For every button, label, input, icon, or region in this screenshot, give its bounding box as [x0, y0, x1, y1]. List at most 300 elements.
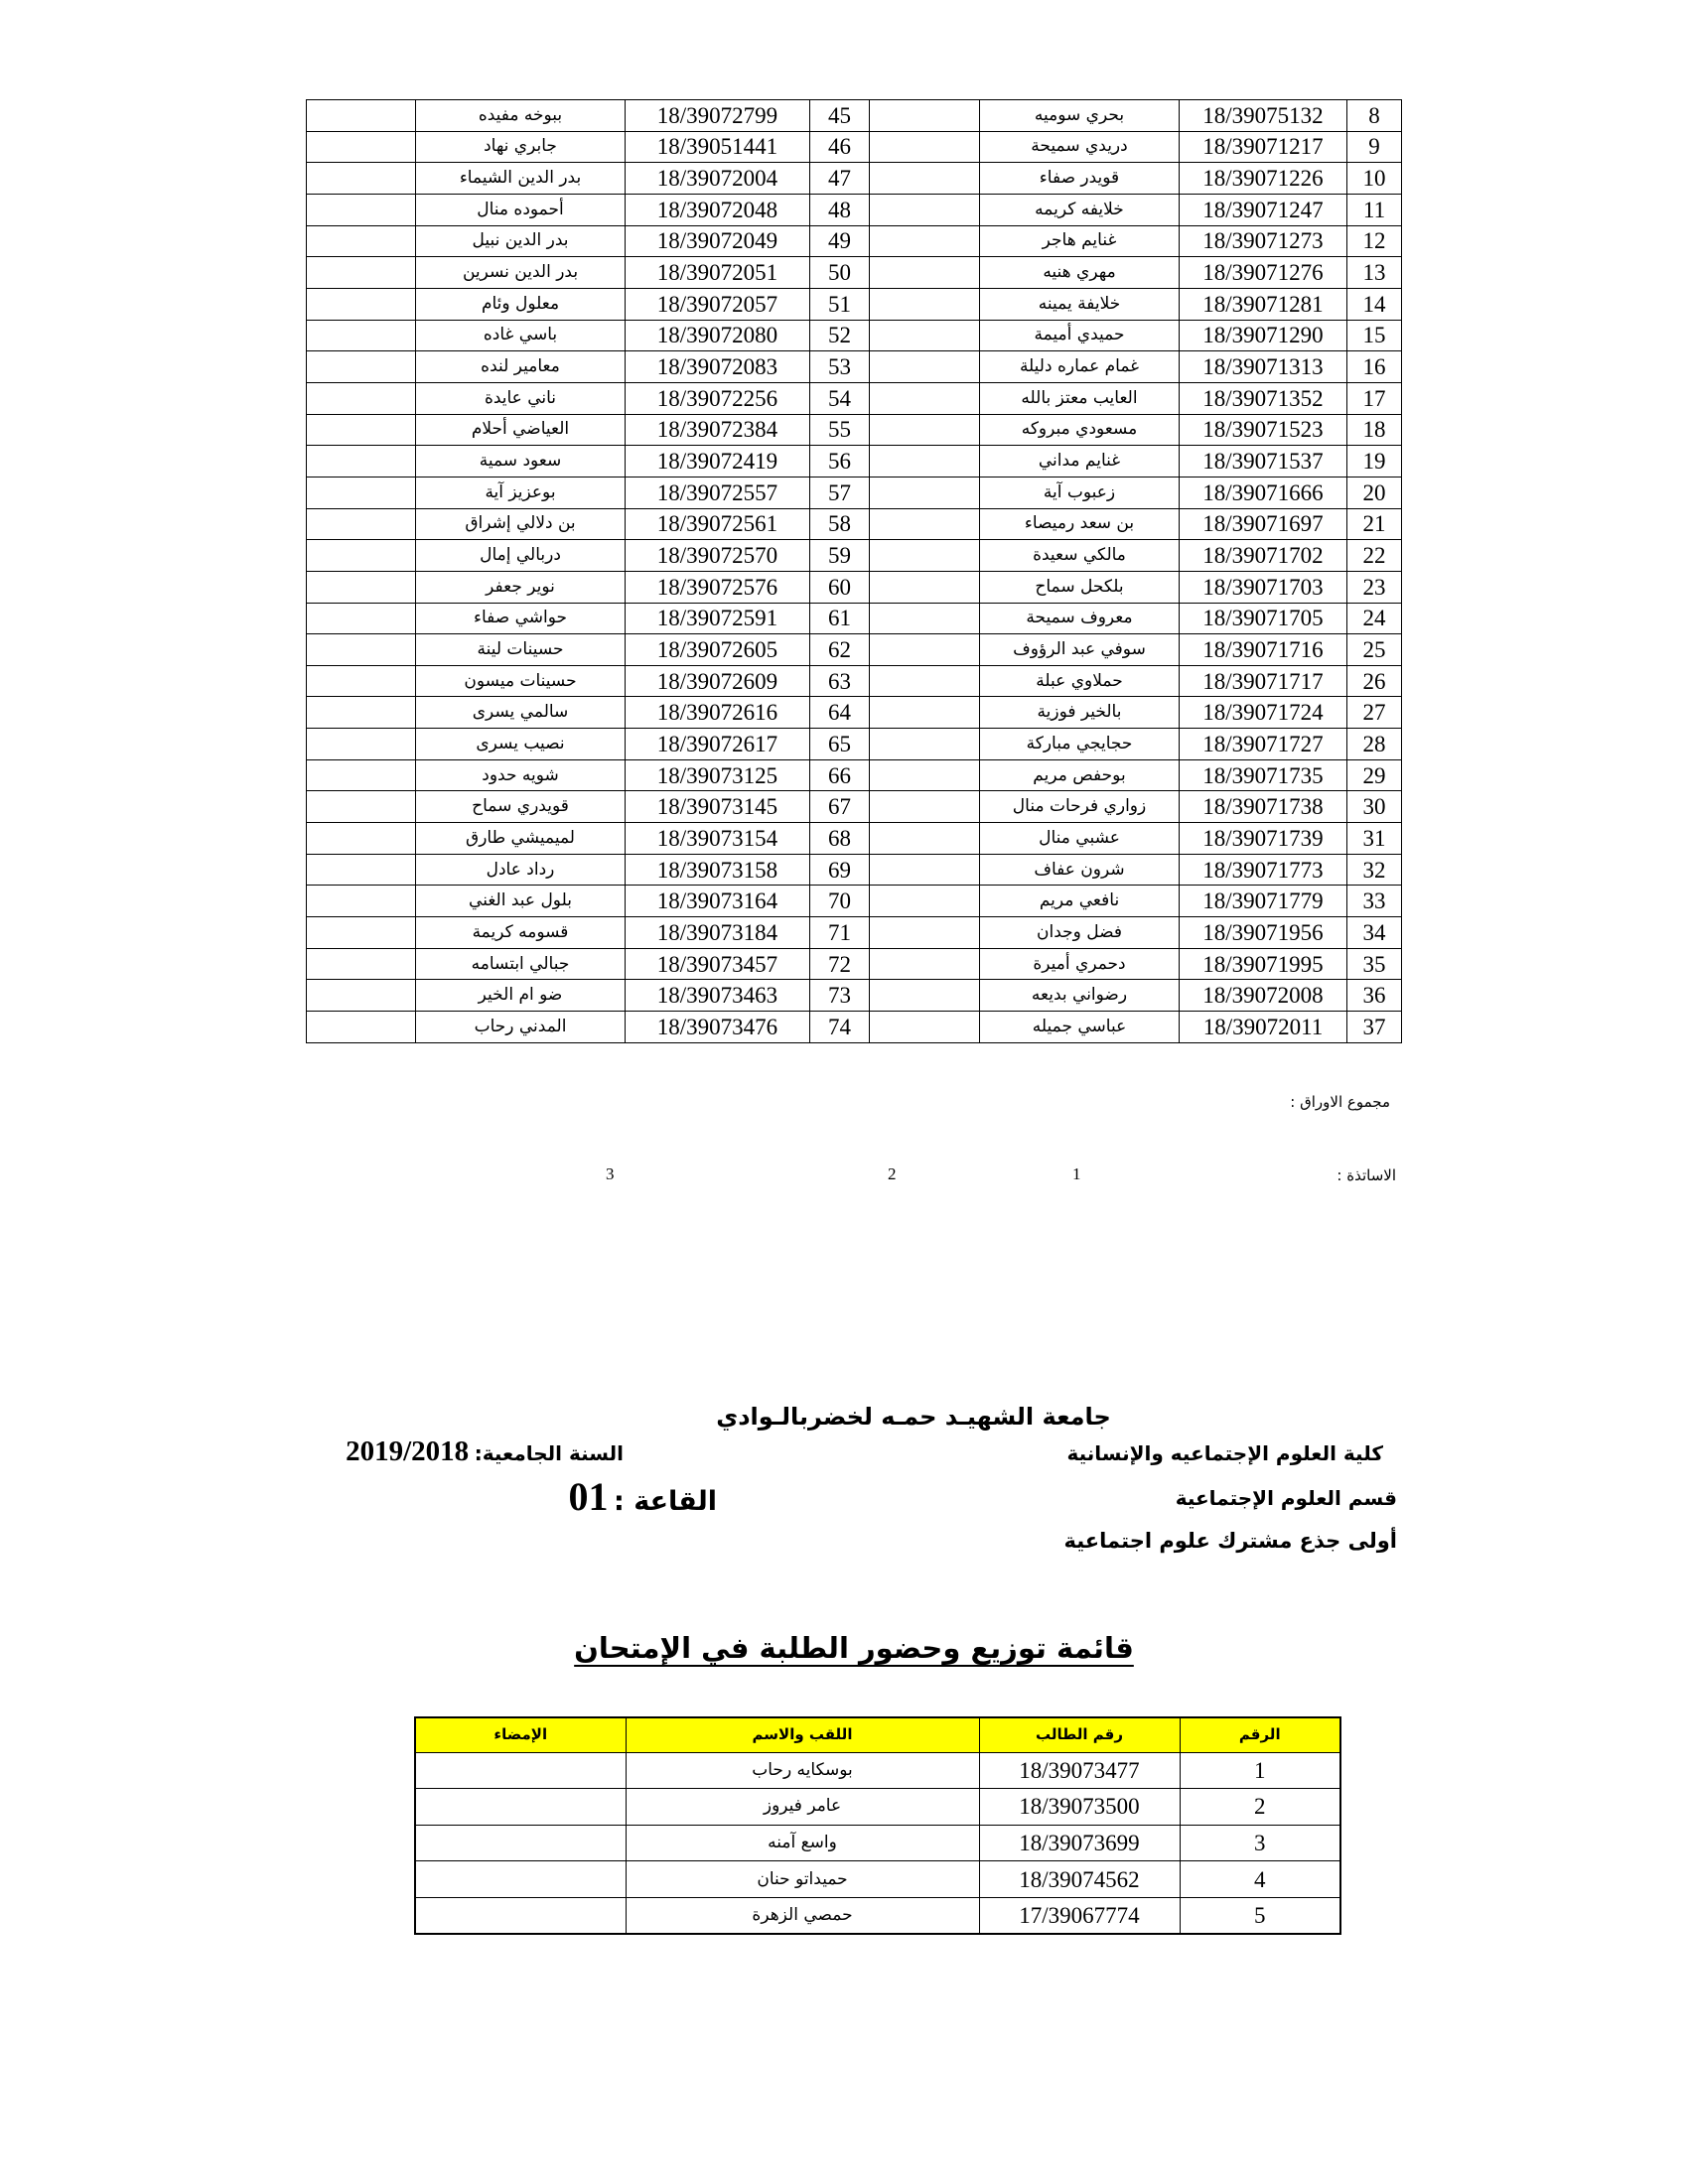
- signature-cell: [307, 665, 416, 697]
- student-id: 18/39072080: [626, 320, 810, 351]
- student-id: 18/39072570: [626, 540, 810, 572]
- signature-cell: [870, 131, 980, 163]
- row-number: 55: [810, 414, 870, 446]
- signature-cell: [870, 948, 980, 980]
- student-id: 18/39072799: [626, 100, 810, 132]
- student-name: جبالي ابتسامه: [416, 948, 626, 980]
- student-name: سعود سمية: [416, 446, 626, 478]
- student-name: مهري هنيه: [980, 257, 1180, 289]
- row-number: 66: [810, 759, 870, 791]
- signature-cell: [870, 603, 980, 634]
- roster-row: [307, 665, 1402, 697]
- signature-cell: [307, 603, 416, 634]
- signature-cell: [870, 446, 980, 478]
- attendance-header: [415, 1717, 1340, 1752]
- signature-cell: [307, 351, 416, 383]
- row-number: 67: [810, 791, 870, 823]
- row-number: 23: [1347, 571, 1402, 603]
- roster-row: [307, 100, 1402, 132]
- student-name: شويه حدود: [416, 759, 626, 791]
- student-name: نافعي مريم: [980, 886, 1180, 917]
- student-id: 18/39073476: [626, 1012, 810, 1043]
- roster-row: [307, 886, 1402, 917]
- row-number: 31: [1347, 823, 1402, 855]
- roster-row: [307, 571, 1402, 603]
- row-number: 35: [1347, 948, 1402, 980]
- student-name: بحري سوميه: [980, 100, 1180, 132]
- roster-row: [307, 351, 1402, 383]
- row-number: 51: [810, 288, 870, 320]
- row-number: 53: [810, 351, 870, 383]
- student-id: 18/39071217: [1180, 131, 1347, 163]
- signature-cell: [307, 759, 416, 791]
- row-number: 29: [1347, 759, 1402, 791]
- roster-row: [307, 446, 1402, 478]
- student-id: 18/39072419: [626, 446, 810, 478]
- row-number: 28: [1347, 729, 1402, 760]
- student-id: 18/39072617: [626, 729, 810, 760]
- row-number: 19: [1347, 446, 1402, 478]
- student-id: 18/39072605: [626, 634, 810, 666]
- student-name: بالخير فوزية: [980, 697, 1180, 729]
- row-number: 25: [1347, 634, 1402, 666]
- student-name: غنايم هاجر: [980, 225, 1180, 257]
- roster-row: [307, 823, 1402, 855]
- student-id: 18/39051441: [626, 131, 810, 163]
- row-number: 17: [1347, 382, 1402, 414]
- row-number: 15: [1347, 320, 1402, 351]
- student-name: حمصي الزهرة: [626, 1897, 979, 1934]
- roster-row: [307, 791, 1402, 823]
- signature-cell: [307, 257, 416, 289]
- signature-cell: [307, 917, 416, 949]
- signature-cell: [307, 791, 416, 823]
- signature-cell: [870, 571, 980, 603]
- roster-row: [307, 414, 1402, 446]
- roster-row: [307, 854, 1402, 886]
- academic-year: [346, 1435, 624, 1468]
- signature-cell: [870, 508, 980, 540]
- signature-cell: [307, 886, 416, 917]
- roster-row: [307, 980, 1402, 1012]
- student-name: بدر الدين الشيماء: [416, 163, 626, 195]
- department-name: قسم العلوم الإجتماعية: [1175, 1486, 1397, 1510]
- document-title: قائمة توزيع وحضور الطلبة في الإمتحان: [574, 1631, 1134, 1665]
- signature-cell: [870, 729, 980, 760]
- signature-cell: [870, 854, 980, 886]
- student-id: 18/39072004: [626, 163, 810, 195]
- row-number: 58: [810, 508, 870, 540]
- student-id: 18/39074562: [979, 1861, 1180, 1898]
- faculty-name: كلية العلوم الإجتماعيه والإنسانية: [1066, 1441, 1383, 1465]
- signature-cell: [870, 540, 980, 572]
- signature-cell: [870, 225, 980, 257]
- row-number: 3: [1180, 1825, 1340, 1861]
- student-name: حسينات لينة: [416, 634, 626, 666]
- row-number: 49: [810, 225, 870, 257]
- row-number: 16: [1347, 351, 1402, 383]
- row-number: 30: [1347, 791, 1402, 823]
- header-student-id: رقم الطالب: [979, 1717, 1180, 1752]
- student-name: مالكي سعيدة: [980, 540, 1180, 572]
- student-name: بلكحل سماح: [980, 571, 1180, 603]
- roster-row: [307, 729, 1402, 760]
- student-name: معامير لنده: [416, 351, 626, 383]
- roster-row: [307, 603, 1402, 634]
- signature-cell: [307, 948, 416, 980]
- student-id: 18/39071523: [1180, 414, 1347, 446]
- student-name: سالمي يسرى: [416, 697, 626, 729]
- row-number: 33: [1347, 886, 1402, 917]
- student-id: 18/39071716: [1180, 634, 1347, 666]
- row-number: 73: [810, 980, 870, 1012]
- signature-cell: [870, 917, 980, 949]
- student-name: زعبوب آية: [980, 477, 1180, 508]
- row-number: 4: [1180, 1861, 1340, 1898]
- student-name: خلايفة يمينه: [980, 288, 1180, 320]
- student-id: 18/39073463: [626, 980, 810, 1012]
- row-number: 1: [1180, 1752, 1340, 1789]
- student-id: 18/39071717: [1180, 665, 1347, 697]
- roster-body: [307, 100, 1402, 1043]
- student-id: 18/39071779: [1180, 886, 1347, 917]
- student-id: 18/39072011: [1180, 1012, 1347, 1043]
- student-id: 18/39072557: [626, 477, 810, 508]
- signature-cell: [307, 100, 416, 132]
- student-name: بوسكايه رحاب: [626, 1752, 979, 1789]
- student-id: 18/39072609: [626, 665, 810, 697]
- student-name: قسومه كريمة: [416, 917, 626, 949]
- student-name: ناني عايدة: [416, 382, 626, 414]
- teacher-slot: 3: [606, 1164, 615, 1183]
- student-id: 18/39072083: [626, 351, 810, 383]
- row-number: 24: [1347, 603, 1402, 634]
- signature-cell: [870, 1012, 980, 1043]
- row-number: 59: [810, 540, 870, 572]
- signature-cell: [307, 823, 416, 855]
- room-label: القاعة :: [614, 1486, 717, 1517]
- signature-cell: [870, 414, 980, 446]
- student-id: 18/39071995: [1180, 948, 1347, 980]
- student-name: رداد عادل: [416, 854, 626, 886]
- student-id: 18/39071739: [1180, 823, 1347, 855]
- row-number: 11: [1347, 194, 1402, 225]
- student-id: 18/39071537: [1180, 446, 1347, 478]
- row-number: 46: [810, 131, 870, 163]
- signature-cell: [870, 320, 980, 351]
- student-id: 18/39073500: [979, 1789, 1180, 1826]
- row-number: 57: [810, 477, 870, 508]
- student-id: 18/39071703: [1180, 571, 1347, 603]
- student-id: 18/39071352: [1180, 382, 1347, 414]
- student-id: 18/39075132: [1180, 100, 1347, 132]
- student-name: بوحفص مريم: [980, 759, 1180, 791]
- student-name: حجايجي مباركة: [980, 729, 1180, 760]
- student-id: 18/39071956: [1180, 917, 1347, 949]
- roster-row: [307, 540, 1402, 572]
- student-id: 18/39071697: [1180, 508, 1347, 540]
- student-name: معلول وئام: [416, 288, 626, 320]
- student-id: 18/39072008: [1180, 980, 1347, 1012]
- row-number: 64: [810, 697, 870, 729]
- teacher-slot: 2: [888, 1164, 897, 1183]
- signature-cell: [307, 131, 416, 163]
- student-id: 18/39073164: [626, 886, 810, 917]
- student-id: 17/39067774: [979, 1897, 1180, 1934]
- signature-cell: [307, 477, 416, 508]
- row-number: 54: [810, 382, 870, 414]
- header-row: [415, 1717, 1340, 1752]
- row-number: 22: [1347, 540, 1402, 572]
- student-id: 18/39073158: [626, 854, 810, 886]
- row-number: 8: [1347, 100, 1402, 132]
- student-id: 18/39072049: [626, 225, 810, 257]
- roster-row: [307, 320, 1402, 351]
- roster-row: [307, 257, 1402, 289]
- row-number: 20: [1347, 477, 1402, 508]
- signature-cell: [415, 1789, 626, 1826]
- signature-cell: [307, 634, 416, 666]
- signature-cell: [307, 288, 416, 320]
- row-number: 65: [810, 729, 870, 760]
- student-name: شرون عفاف: [980, 854, 1180, 886]
- attendance-row: [415, 1861, 1340, 1898]
- student-id: 18/39073154: [626, 823, 810, 855]
- row-number: 56: [810, 446, 870, 478]
- student-name: سوفي عبد الرؤوف: [980, 634, 1180, 666]
- row-number: 70: [810, 886, 870, 917]
- signature-cell: [307, 571, 416, 603]
- student-name: نوير جعفر: [416, 571, 626, 603]
- roster-row: [307, 759, 1402, 791]
- row-number: 27: [1347, 697, 1402, 729]
- student-id: 18/39071273: [1180, 225, 1347, 257]
- signature-cell: [307, 320, 416, 351]
- student-name: لميميشي طارق: [416, 823, 626, 855]
- student-name: زواري فرحات منال: [980, 791, 1180, 823]
- papers-total-label: مجموع الاوراق :: [1290, 1093, 1390, 1111]
- student-name: ببوخه مفيده: [416, 100, 626, 132]
- student-id: 18/39072561: [626, 508, 810, 540]
- signature-cell: [870, 823, 980, 855]
- signature-cell: [307, 382, 416, 414]
- exam-room: [568, 1473, 717, 1520]
- student-id: 18/39072057: [626, 288, 810, 320]
- signature-cell: [870, 697, 980, 729]
- student-id: 18/39071290: [1180, 320, 1347, 351]
- signature-cell: [870, 665, 980, 697]
- row-number: 32: [1347, 854, 1402, 886]
- student-name: العياضي أحلام: [416, 414, 626, 446]
- student-id: 18/39071735: [1180, 759, 1347, 791]
- row-number: 45: [810, 100, 870, 132]
- student-name: العايب معتز بالله: [980, 382, 1180, 414]
- row-number: 52: [810, 320, 870, 351]
- signature-cell: [870, 100, 980, 132]
- signature-cell: [307, 697, 416, 729]
- attendance-row: [415, 1897, 1340, 1934]
- student-name: عامر فيروز: [626, 1789, 979, 1826]
- row-number: 50: [810, 257, 870, 289]
- student-name: المدني رحاب: [416, 1012, 626, 1043]
- student-name: أحموده منال: [416, 194, 626, 225]
- row-number: 69: [810, 854, 870, 886]
- student-id: 18/39071276: [1180, 257, 1347, 289]
- header-signature: الإمضاء: [415, 1717, 626, 1752]
- row-number: 72: [810, 948, 870, 980]
- row-number: 60: [810, 571, 870, 603]
- roster-table: [306, 99, 1402, 1043]
- row-number: 21: [1347, 508, 1402, 540]
- row-number: 62: [810, 634, 870, 666]
- signature-cell: [870, 886, 980, 917]
- student-name: حميداتو حنان: [626, 1861, 979, 1898]
- student-id: 18/39071247: [1180, 194, 1347, 225]
- signature-cell: [307, 508, 416, 540]
- student-name: فضل وجدان: [980, 917, 1180, 949]
- row-number: 10: [1347, 163, 1402, 195]
- signature-cell: [415, 1752, 626, 1789]
- signature-cell: [307, 225, 416, 257]
- student-name: قويدري سماح: [416, 791, 626, 823]
- roster-row: [307, 948, 1402, 980]
- student-name: خلايفه كريمه: [980, 194, 1180, 225]
- student-id: 18/39071738: [1180, 791, 1347, 823]
- student-id: 18/39071773: [1180, 854, 1347, 886]
- row-number: 12: [1347, 225, 1402, 257]
- signature-cell: [415, 1825, 626, 1861]
- student-name: رضواني بديعه: [980, 980, 1180, 1012]
- student-id: 18/39071313: [1180, 351, 1347, 383]
- row-number: 34: [1347, 917, 1402, 949]
- student-name: قويدر صفاء: [980, 163, 1180, 195]
- row-number: 14: [1347, 288, 1402, 320]
- row-number: 47: [810, 163, 870, 195]
- student-name: عباسي جميله: [980, 1012, 1180, 1043]
- signature-cell: [307, 854, 416, 886]
- roster-row: [307, 508, 1402, 540]
- student-name: دحمري أميرة: [980, 948, 1180, 980]
- student-id: 18/39071727: [1180, 729, 1347, 760]
- student-name: غمام عماره دليلة: [980, 351, 1180, 383]
- student-name: واسع آمنه: [626, 1825, 979, 1861]
- student-id: 18/39071226: [1180, 163, 1347, 195]
- roster-row: [307, 697, 1402, 729]
- signature-cell: [415, 1861, 626, 1898]
- attendance-body: [415, 1752, 1340, 1934]
- attendance-row: [415, 1789, 1340, 1826]
- signature-cell: [870, 257, 980, 289]
- student-name: ضو ام الخير: [416, 980, 626, 1012]
- signature-cell: [307, 540, 416, 572]
- roster-row: [307, 1012, 1402, 1043]
- student-id: 18/39072051: [626, 257, 810, 289]
- signature-cell: [307, 980, 416, 1012]
- student-name: دريدي سميحة: [980, 131, 1180, 163]
- roster-row: [307, 634, 1402, 666]
- student-name: باسي غاده: [416, 320, 626, 351]
- student-name: بن سعد رميصاء: [980, 508, 1180, 540]
- signature-cell: [307, 194, 416, 225]
- student-id: 18/39073184: [626, 917, 810, 949]
- student-id: 18/39071666: [1180, 477, 1347, 508]
- student-id: 18/39073145: [626, 791, 810, 823]
- student-name: بدر الدين نبيل: [416, 225, 626, 257]
- attendance-row: [415, 1825, 1340, 1861]
- signature-cell: [307, 1012, 416, 1043]
- roster-row: [307, 917, 1402, 949]
- row-number: 61: [810, 603, 870, 634]
- student-id: 18/39073125: [626, 759, 810, 791]
- row-number: 5: [1180, 1897, 1340, 1934]
- teachers-label: الاساتذة :: [1336, 1166, 1396, 1184]
- student-name: حسينات ميسون: [416, 665, 626, 697]
- student-name: بن دلالي إشراق: [416, 508, 626, 540]
- attendance-row: [415, 1752, 1340, 1789]
- signature-cell: [415, 1897, 626, 1934]
- signature-cell: [870, 980, 980, 1012]
- student-name: بوعزيز آية: [416, 477, 626, 508]
- student-id: 18/39072576: [626, 571, 810, 603]
- student-id: 18/39071702: [1180, 540, 1347, 572]
- signature-cell: [870, 163, 980, 195]
- attendance-table: [414, 1716, 1341, 1935]
- signature-cell: [870, 351, 980, 383]
- student-id: 18/39073477: [979, 1752, 1180, 1789]
- row-number: 9: [1347, 131, 1402, 163]
- signature-cell: [870, 634, 980, 666]
- academic-year-label: السنة الجامعية:: [474, 1441, 624, 1465]
- student-id: 18/39072616: [626, 697, 810, 729]
- roster-row: [307, 288, 1402, 320]
- student-id: 18/39071705: [1180, 603, 1347, 634]
- study-level: أولى جذع مشترك علوم اجتماعية: [1063, 1529, 1397, 1553]
- student-name: عشبي منال: [980, 823, 1180, 855]
- student-name: دربالي إمال: [416, 540, 626, 572]
- row-number: 36: [1347, 980, 1402, 1012]
- row-number: 74: [810, 1012, 870, 1043]
- student-name: بلول عبد الغني: [416, 886, 626, 917]
- row-number: 37: [1347, 1012, 1402, 1043]
- student-id: 18/39072384: [626, 414, 810, 446]
- student-id: 18/39071724: [1180, 697, 1347, 729]
- room-number: 01: [568, 1474, 609, 1519]
- student-id: 18/39072048: [626, 194, 810, 225]
- student-name: معروف سميحة: [980, 603, 1180, 634]
- signature-cell: [870, 288, 980, 320]
- student-name: غنايم مداني: [980, 446, 1180, 478]
- student-name: مسعودي مبروكه: [980, 414, 1180, 446]
- signature-cell: [870, 759, 980, 791]
- student-name: حملاوي عبلة: [980, 665, 1180, 697]
- roster-row: [307, 477, 1402, 508]
- signature-cell: [307, 729, 416, 760]
- student-id: 18/39071281: [1180, 288, 1347, 320]
- row-number: 63: [810, 665, 870, 697]
- row-number: 26: [1347, 665, 1402, 697]
- roster-row: [307, 131, 1402, 163]
- student-id: 18/39073699: [979, 1825, 1180, 1861]
- student-id: 18/39073457: [626, 948, 810, 980]
- student-name: حميدي أميمة: [980, 320, 1180, 351]
- row-number: 13: [1347, 257, 1402, 289]
- row-number: 18: [1347, 414, 1402, 446]
- header-number: الرقم: [1180, 1717, 1340, 1752]
- roster-row: [307, 194, 1402, 225]
- student-id: 18/39072591: [626, 603, 810, 634]
- signature-cell: [870, 791, 980, 823]
- row-number: 68: [810, 823, 870, 855]
